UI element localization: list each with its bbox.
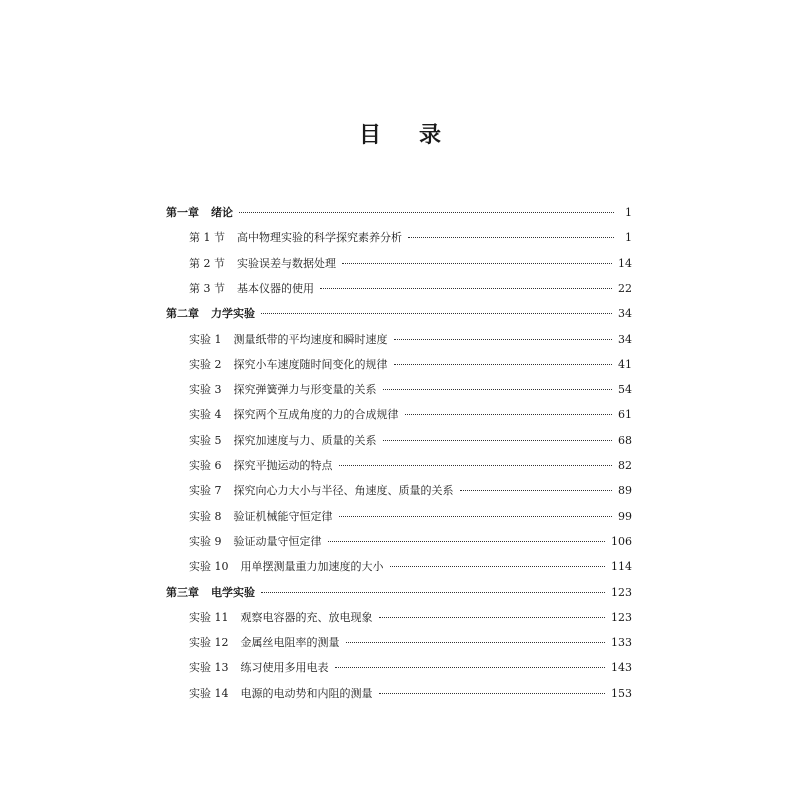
toc-page-number: 123 (611, 610, 632, 624)
toc-page-number: 1 (625, 231, 632, 245)
toc-section-entry[interactable] (189, 408, 632, 422)
toc-entry-number: 实验 6 (189, 459, 222, 472)
toc-entry-label (189, 535, 322, 549)
page-title (0, 118, 800, 149)
toc-entry-number: 实验 13 (189, 661, 229, 675)
toc-page-number: 54 (618, 383, 632, 397)
toc-dot-leader (261, 312, 612, 314)
toc-dot-leader (346, 641, 606, 643)
toc-entry-number: 实验 2 (189, 357, 222, 371)
toc-entry-label (189, 231, 402, 245)
toc-page-number: 133 (611, 636, 632, 650)
toc-entry-title: 验证机械能守恒定律 (233, 509, 333, 523)
toc-entry-number: 实验 14 (189, 686, 229, 700)
toc-entry-title: 电源的电动势和内阻的测量 (240, 686, 373, 700)
toc-entry-number: 第二章 (166, 307, 199, 321)
toc-page-number: 106 (611, 534, 632, 548)
toc-section-entry[interactable] (189, 484, 632, 498)
toc-entry-title: 探究弹簧弹力与形变量的关系 (233, 383, 377, 397)
toc-entry-title: 基本仪器的使用 (237, 281, 314, 295)
toc-entry-title: 探究加速度与力、质量的关系 (233, 433, 377, 447)
toc-chapter-entry[interactable] (166, 307, 632, 321)
toc-entry-title: 测量纸带的平均速度和瞬时速度 (233, 332, 388, 346)
toc-section-entry[interactable] (189, 333, 632, 347)
toc-section-entry[interactable] (189, 257, 632, 271)
toc-page-number: 99 (618, 509, 632, 523)
toc-page-number: 14 (618, 256, 632, 270)
toc-section-entry[interactable] (189, 459, 632, 473)
toc-section-entry[interactable] (189, 231, 632, 245)
toc-page-number: 143 (611, 661, 632, 675)
toc-entry-number: 第 2 节 (189, 256, 225, 270)
toc-page-number: 34 (618, 332, 632, 346)
toc-section-entry[interactable] (189, 661, 632, 675)
toc-entry-number: 实验 1 (189, 332, 222, 346)
toc-entry-label (189, 484, 454, 498)
toc-section-entry[interactable] (189, 636, 632, 650)
toc-page-number: 41 (618, 357, 632, 371)
toc-dot-leader (339, 464, 613, 466)
toc-section-entry[interactable] (189, 434, 632, 448)
toc-chapter-entry[interactable] (166, 586, 632, 600)
toc-entry-number: 第 3 节 (189, 281, 225, 295)
toc-page-number: 61 (618, 408, 632, 422)
toc-entry-title: 力学实验 (211, 307, 255, 321)
page-title-part1: 目 (358, 123, 381, 148)
toc-dot-leader (379, 616, 606, 618)
toc-entry-label (189, 661, 329, 675)
toc-entry-title: 探究两个互成角度的力的合成规律 (233, 408, 399, 422)
toc-page-number: 123 (611, 585, 632, 599)
toc-entry-title: 用单摆测量重力加速度的大小 (240, 560, 384, 574)
toc-entry-label (189, 510, 333, 524)
toc-entry-title: 探究小车速度随时间变化的规律 (233, 357, 388, 371)
toc-page-number: 114 (611, 560, 632, 574)
toc-entry-number: 实验 9 (189, 534, 222, 548)
toc-entry-label (189, 257, 336, 271)
toc-entry-number: 实验 12 (189, 636, 229, 650)
toc-section-entry[interactable] (189, 383, 632, 397)
toc-section-entry[interactable] (189, 358, 632, 372)
toc-section-entry[interactable] (189, 560, 632, 574)
toc-entry-title: 高中物理实验的科学探究素养分析 (237, 231, 402, 245)
toc-section-entry[interactable] (189, 535, 632, 549)
toc-entry-label (189, 282, 314, 296)
toc-entry-title: 观察电容器的充、放电现象 (240, 610, 373, 624)
toc-entry-label (189, 611, 373, 625)
toc-entry-number: 第三章 (166, 585, 199, 599)
toc-section-entry[interactable] (189, 510, 632, 524)
toc-section-entry[interactable] (189, 282, 632, 296)
toc-page-number: 153 (611, 686, 632, 700)
toc-dot-leader (394, 363, 613, 365)
toc-dot-leader (383, 388, 613, 390)
toc-entry-title: 金属丝电阻率的测量 (240, 636, 340, 650)
toc-entry-number: 实验 5 (189, 433, 222, 447)
toc-entry-label (189, 333, 388, 347)
toc-entry-label (189, 358, 388, 372)
toc-dot-leader (320, 287, 612, 289)
toc-dot-leader (239, 211, 614, 213)
toc-entry-label (166, 307, 255, 321)
toc-entry-title: 电学实验 (211, 585, 255, 599)
toc-entry-number: 实验 4 (189, 408, 222, 422)
toc-entry-label (189, 434, 377, 448)
toc-entry-number: 实验 8 (189, 509, 222, 523)
toc-entry-label (189, 560, 384, 574)
toc-dot-leader (390, 565, 606, 567)
toc-entry-label (189, 459, 333, 473)
toc-page-number: 34 (618, 307, 632, 321)
toc-dot-leader (342, 262, 612, 264)
toc-entry-number: 第一章 (166, 206, 199, 219)
toc-entry-label (166, 206, 233, 220)
toc-dot-leader (261, 591, 605, 593)
toc-dot-leader (383, 439, 613, 441)
toc-entry-title: 探究向心力大小与半径、角速度、质量的关系 (233, 484, 454, 498)
toc-entry-number: 实验 11 (189, 610, 229, 624)
toc-page-number: 68 (618, 433, 632, 447)
toc-entry-number: 实验 10 (189, 560, 229, 574)
toc-entry-title: 绪论 (211, 206, 233, 219)
toc-dot-leader (339, 515, 613, 517)
toc-dot-leader (328, 540, 606, 542)
toc-section-entry[interactable] (189, 687, 632, 701)
toc-entry-title: 探究平抛运动的特点 (233, 459, 333, 472)
toc-page-number: 82 (618, 459, 632, 472)
toc-entry-label (166, 586, 255, 600)
page-title-part2: 录 (419, 123, 442, 148)
toc-dot-leader (394, 338, 613, 340)
toc-chapter-entry[interactable] (166, 206, 632, 220)
toc-entry-number: 实验 3 (189, 383, 222, 397)
toc-entry-number: 第 1 节 (189, 231, 225, 245)
toc-page-number: 1 (625, 206, 632, 219)
toc-page-number: 22 (618, 281, 632, 295)
toc-entry-label (189, 408, 399, 422)
toc-entry-title: 验证动量守恒定律 (233, 534, 322, 548)
toc-dot-leader (379, 692, 606, 694)
toc-dot-leader (408, 236, 614, 238)
toc-dot-leader (405, 413, 613, 415)
toc-entry-title: 实验误差与数据处理 (237, 256, 336, 270)
toc-page-number: 89 (618, 484, 632, 498)
toc-entry-title: 练习使用多用电表 (240, 661, 329, 675)
toc-dot-leader (335, 666, 606, 668)
toc-section-entry[interactable] (189, 611, 632, 625)
toc-dot-leader (460, 489, 613, 491)
toc-entry-number: 实验 7 (189, 484, 222, 498)
toc-entry-label (189, 636, 340, 650)
toc-entry-label (189, 687, 373, 701)
toc-entry-label (189, 383, 377, 397)
